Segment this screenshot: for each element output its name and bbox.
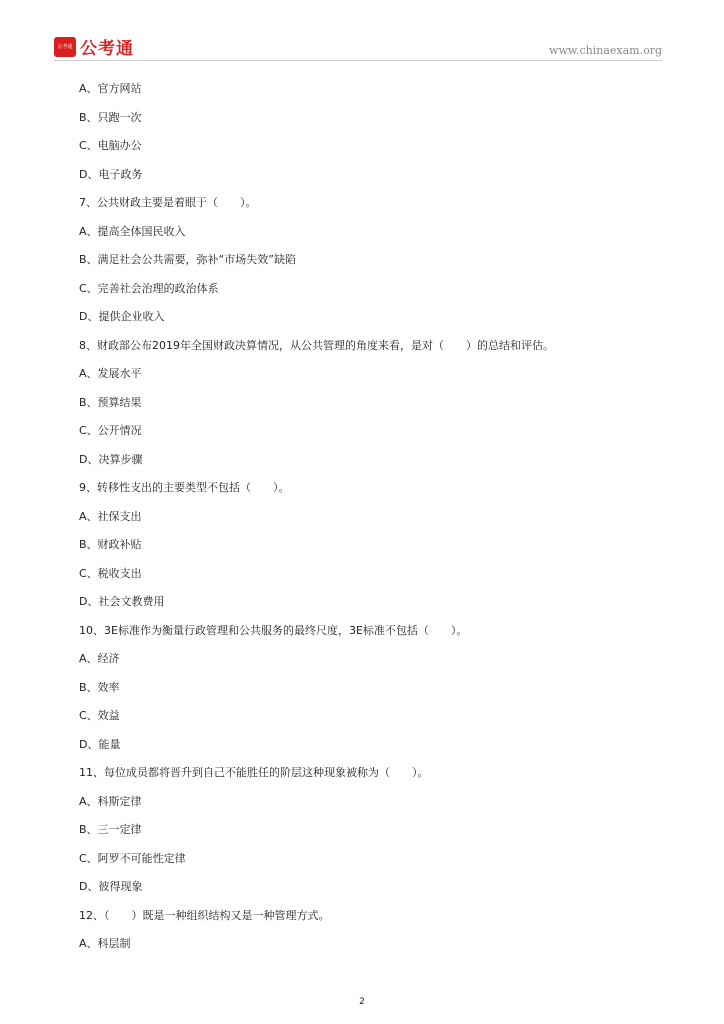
answer-option: A、经济 [79,652,120,665]
question-stem: 7、公共财政主要是着眼于（ ）。 [79,196,257,209]
answer-option: C、税收支出 [79,566,142,580]
question-stem: 11、每位成员都将晋升到自己不能胜任的阶层这种现象被称为（ ）。 [79,766,429,779]
answer-option: D、彼得现象 [79,880,143,893]
logo [54,34,134,59]
answer-option: A、社保支出 [79,509,142,523]
page-header [0,0,724,62]
answer-option: A、官方网站 [79,82,142,95]
answer-option: C、公开情况 [79,424,142,437]
answer-option: A、科斯定律 [79,794,142,808]
answer-option: B、预算结果 [79,395,142,409]
question-stem: 8、财政部公布2019年全国财政决算情况，从公共管理的角度来看，是对（ ）的总结和评估。 [79,338,554,352]
question-stem: 9、转移性支出的主要类型不包括（ ）。 [79,481,290,494]
answer-option: D、决算步骤 [79,452,143,466]
page-number: 2 [359,997,365,1007]
answer-option: A、提高全体国民收入 [79,224,186,238]
question-stem: 10、3E标准作为衡量行政管理和公共服务的最终尺度，3E标准不包括（ ）。 [79,623,468,637]
answer-option: B、效率 [79,680,120,694]
answer-option: C、效益 [79,709,120,722]
answer-option: D、能量 [79,737,121,751]
answer-option: B、满足社会公共需要，弥补“市场失效”缺陷 [79,253,296,266]
document-body [79,80,679,964]
answer-option: C、完善社会治理的政治体系 [79,281,219,295]
answer-option: D、提供企业收入 [79,310,165,323]
question-stem: 12、（ ）既是一种组织结构又是一种管理方式。 [79,908,330,922]
answer-option: D、社会文教费用 [79,595,165,608]
answer-option: D、电子政务 [79,167,143,181]
answer-option: A、发展水平 [79,367,142,380]
answer-option: C、阿罗不可能性定律 [79,851,186,865]
answer-option: C、电脑办公 [79,139,142,152]
site-url: www.chinaexam.org [549,44,662,57]
header-divider [54,60,662,61]
answer-option: B、只跑一次 [79,110,142,124]
answer-option: A、科层制 [79,937,131,950]
logo-mark-icon: 公考通 [54,37,76,57]
logo-text: 公考通 [80,39,134,59]
answer-option: B、三一定律 [79,823,142,836]
answer-option: B、财政补贴 [79,538,142,551]
